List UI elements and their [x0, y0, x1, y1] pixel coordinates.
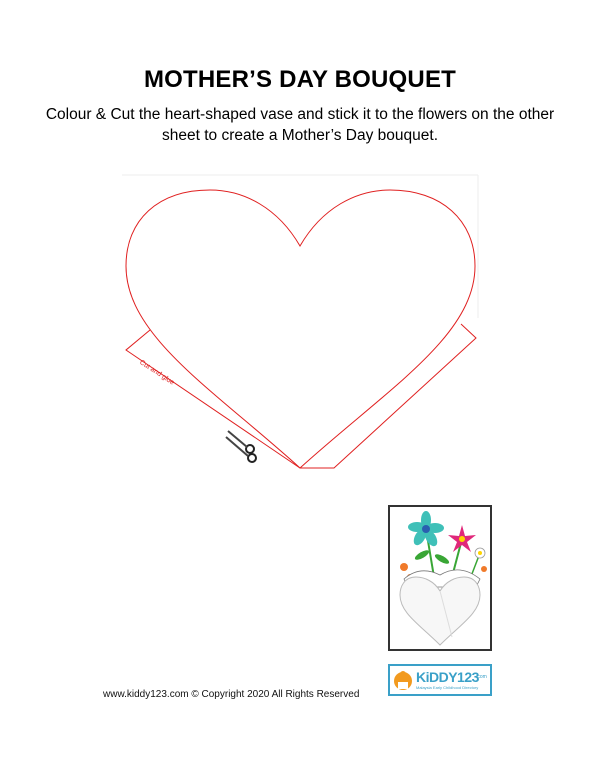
- heart-vase-outline: [118, 168, 488, 478]
- kiddy123-logo: [388, 664, 492, 696]
- logo-suffix: .com: [476, 674, 487, 680]
- kiddy-mascot-icon: [392, 667, 414, 695]
- heart-vase-cutout: [118, 168, 488, 478]
- scissors-icon: [222, 425, 262, 465]
- logo-brand: KiDDY123: [416, 669, 479, 685]
- cut-and-glue-label: Cut and glue: [138, 359, 176, 387]
- page-title: MOTHER’S DAY BOUQUET: [143, 66, 457, 93]
- instructions: Colour & Cut the heart-shaped vase and stick it to the flowers on the other sheet to create a Mother’s Day bouquet.: [45, 106, 555, 144]
- heart-outline: [126, 190, 475, 468]
- copyright-footer: www.kiddy123.com © Copyright 2020 All Rights Reserved: [103, 689, 360, 700]
- bouquet-example-image: [388, 505, 492, 651]
- logo-tagline: Malaysia Early Childhood Directory: [416, 685, 479, 690]
